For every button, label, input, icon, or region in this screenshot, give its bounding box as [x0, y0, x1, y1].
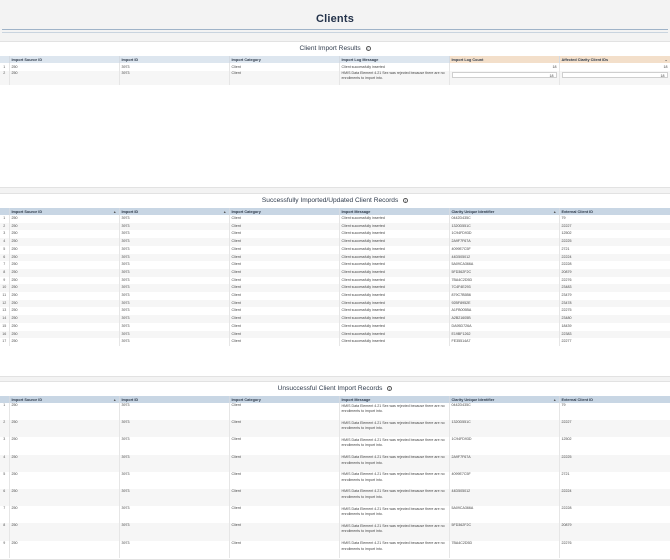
table-row[interactable]: [0, 506, 670, 523]
cell-import-category: Client: [229, 277, 339, 285]
cell-import-message: Client successfully inserted: [339, 246, 449, 254]
column-header-label: Clarity Unique Identifier: [451, 397, 495, 402]
cell-clarity-unique-identifier: 7BA4C2D5D: [449, 277, 559, 285]
cell-import-category: Client: [229, 541, 339, 558]
cell-clarity-unique-identifier: 1C94FD93D: [449, 437, 559, 454]
row-index: 5: [0, 246, 9, 254]
cell-import-source-id: 250: [9, 284, 119, 292]
cell-import-source-id: 250: [9, 315, 119, 323]
cell-import-message: HMIS Data Element 4.21 Sex was rejected because there are no enrollments to import into.: [339, 455, 449, 472]
cell-external-client-id: 79: [559, 215, 670, 223]
cell-import-id: 3973: [119, 223, 229, 231]
cell-clarity-unique-identifier: 5A09CA366A: [449, 506, 559, 523]
chevron-down-icon[interactable]: ⌄: [664, 57, 668, 62]
sort-caret-icon[interactable]: ▲: [553, 209, 557, 214]
cell-import-source-id: 250: [9, 269, 119, 277]
cell-external-client-id: 22225: [559, 455, 670, 472]
cell-import-id: 3973: [119, 246, 229, 254]
cell-clarity-unique-identifier: 7C4F4E293: [449, 284, 559, 292]
fail-records-panel: [0, 381, 670, 560]
cell-import-message: Client successfully inserted: [339, 315, 449, 323]
import-results-title-text: Client Import Results: [299, 45, 361, 52]
cell-clarity-unique-identifier: 4099E7C5F: [449, 472, 559, 489]
cell-external-client-id: 2721: [559, 246, 670, 254]
cell-external-client-id: 22227: [559, 223, 670, 231]
column-header-clarity-unique-identifier[interactable]: [449, 396, 559, 403]
cell-clarity-unique-identifier: A1FB005BA: [449, 307, 559, 315]
column-header-external-client-id[interactable]: External Client ID: [559, 208, 670, 215]
cell-external-client-id: 22276: [559, 541, 670, 558]
column-header-import-message[interactable]: Import Message: [339, 396, 449, 403]
cell-clarity-unique-identifier: A2B21605B: [449, 315, 559, 323]
cell-import-category: Client: [229, 71, 339, 85]
cell-import-log-message: Client successfully inserted: [339, 63, 449, 71]
table-row[interactable]: [0, 269, 670, 277]
sort-caret-icon[interactable]: ▲: [223, 209, 227, 214]
success-records-table: [0, 208, 670, 346]
cell-import-message: HMIS Data Element 4.21 Sex was rejected because there are no enrollments to import into.: [339, 437, 449, 454]
cell-import-source-id: 250: [9, 230, 119, 238]
cell-import-category: Client: [229, 437, 339, 454]
column-header-import-source-id[interactable]: Import Source ID: [9, 56, 119, 63]
cell-import-category: Client: [229, 254, 339, 262]
cell-import-category: Client: [229, 300, 339, 308]
cell-import-source-id: 250: [9, 437, 119, 454]
cell-import-source-id: 250: [9, 338, 119, 346]
cell-affected-clarity-client-ids: [559, 71, 670, 85]
column-header-import-id[interactable]: [119, 208, 229, 215]
cell-import-source-id: 250: [9, 215, 119, 223]
cell-clarity-unique-identifier: 0442D435C: [449, 215, 559, 223]
cell-import-source-id: 250: [9, 300, 119, 308]
cell-import-id: 3973: [119, 254, 229, 262]
cell-clarity-unique-identifier: 879C7B5B6: [449, 292, 559, 300]
cell-import-message: Client successfully inserted: [339, 215, 449, 223]
sort-caret-icon[interactable]: ▲: [553, 397, 557, 402]
import-results-panel: [0, 41, 670, 188]
import-results-table: [0, 56, 670, 85]
cell-import-message: Client successfully inserted: [339, 230, 449, 238]
cell-import-message: HMIS Data Element 4.21 Sex was rejected because there are no enrollments to import into.: [339, 403, 449, 420]
cell-external-client-id: 22228: [559, 261, 670, 269]
cell-import-category: Client: [229, 489, 339, 506]
table-row[interactable]: [0, 277, 670, 285]
cell-external-client-id: 22224: [559, 254, 670, 262]
table-row[interactable]: [0, 455, 670, 472]
cell-import-log-message: HMIS Data Element 4.21 Sex was rejected because there are no enrollments to import into.: [339, 71, 449, 85]
cell-external-client-id: 22224: [559, 489, 670, 506]
cell-import-id: 3973: [119, 215, 229, 223]
fail-records-table: [0, 396, 670, 558]
cell-external-client-id: 23479: [559, 292, 670, 300]
table-row[interactable]: [0, 338, 670, 346]
cell-import-message: HMIS Data Element 4.21 Sex was rejected because there are no enrollments to import into.: [339, 420, 449, 437]
row-index: 3: [0, 437, 9, 454]
cell-external-client-id: 23483: [559, 284, 670, 292]
cell-clarity-unique-identifier: E19BF1262: [449, 331, 559, 339]
row-index: 8: [0, 523, 9, 540]
cell-import-id: 3973: [119, 489, 229, 506]
table-row[interactable]: [0, 541, 670, 558]
cell-import-id: 3973: [119, 437, 229, 454]
cell-clarity-unique-identifier: 7BA4C2D5D: [449, 541, 559, 558]
cell-external-client-id: 79: [559, 403, 670, 420]
cell-import-id: 3973: [119, 300, 229, 308]
cell-external-client-id: 22277: [559, 338, 670, 346]
cell-clarity-unique-identifier: 2A9F7F67A: [449, 238, 559, 246]
cell-import-id: 3973: [119, 284, 229, 292]
cell-import-message: Client successfully inserted: [339, 331, 449, 339]
row-index: 2: [0, 71, 9, 85]
success-records-title-text: Successfully Imported/Updated Client Records: [261, 197, 399, 204]
cell-import-message: HMIS Data Element 4.21 Sex was rejected because there are no enrollments to import into.: [339, 541, 449, 558]
import-log-count-box: 18: [452, 72, 557, 78]
cell-clarity-unique-identifier: 92BF8952E: [449, 300, 559, 308]
cell-import-category: Client: [229, 63, 339, 71]
column-header-index: [0, 56, 9, 63]
cell-import-message: Client successfully inserted: [339, 269, 449, 277]
cell-import-id: 3973: [119, 331, 229, 339]
success-records-title: [0, 194, 670, 208]
table-header-row: [0, 208, 670, 215]
column-header-index: [0, 208, 9, 215]
cell-import-source-id: 250: [9, 71, 119, 85]
sort-caret-icon[interactable]: ▲: [113, 397, 117, 402]
cell-external-client-id: 12502: [559, 437, 670, 454]
cell-import-message: Client successfully inserted: [339, 323, 449, 331]
row-index: 3: [0, 230, 9, 238]
cell-import-source-id: 250: [9, 489, 119, 506]
column-header-label: Import Source ID: [11, 209, 43, 214]
column-header-index: [0, 396, 9, 403]
affected-ids-box: 18: [562, 72, 668, 78]
fail-records-body: [0, 403, 670, 558]
cell-import-id: 3973: [119, 541, 229, 558]
cell-clarity-unique-identifier: 2A9F7F67A: [449, 455, 559, 472]
row-index: 14: [0, 315, 9, 323]
cell-clarity-unique-identifier: 1320D551C: [449, 223, 559, 231]
cell-external-client-id: 2721: [559, 472, 670, 489]
cell-import-id: 3973: [119, 420, 229, 437]
cell-import-category: Client: [229, 506, 339, 523]
cell-import-id: 3973: [119, 523, 229, 540]
column-header-label: Clarity Unique Identifier: [451, 209, 495, 214]
row-index: 13: [0, 307, 9, 315]
column-header-import-category[interactable]: Import Category: [229, 396, 339, 403]
row-index: 10: [0, 284, 9, 292]
cell-clarity-unique-identifier: 44D505012: [449, 489, 559, 506]
cell-import-source-id: 250: [9, 472, 119, 489]
cell-import-message: Client successfully inserted: [339, 238, 449, 246]
cell-import-category: Client: [229, 338, 339, 346]
cell-import-category: Client: [229, 284, 339, 292]
table-row[interactable]: [0, 323, 670, 331]
column-header-label: Import Source ID: [11, 397, 43, 402]
cell-import-category: Client: [229, 215, 339, 223]
cell-import-category: Client: [229, 315, 339, 323]
cell-import-log-count: [449, 63, 559, 71]
cell-import-source-id: 250: [9, 420, 119, 437]
cell-clarity-unique-identifier: 1C94FD93D: [449, 230, 559, 238]
cell-import-id: 3973: [119, 261, 229, 269]
cell-import-source-id: 250: [9, 238, 119, 246]
info-icon[interactable]: i: [403, 198, 408, 203]
cell-external-client-id: 18439: [559, 323, 670, 331]
cell-import-source-id: 250: [9, 292, 119, 300]
column-header-import-category[interactable]: Import Category: [229, 208, 339, 215]
row-index: 11: [0, 292, 9, 300]
cell-import-id: 3973: [119, 338, 229, 346]
column-header-affected-clarity-client-ids[interactable]: [559, 56, 670, 63]
row-index: 4: [0, 455, 9, 472]
table-row[interactable]: [0, 246, 670, 254]
title-divider-secondary: [2, 32, 668, 33]
cell-clarity-unique-identifier: 5FD362F2C: [449, 269, 559, 277]
table-row[interactable]: [0, 489, 670, 506]
table-row[interactable]: [0, 71, 670, 85]
cell-import-id: 3973: [119, 269, 229, 277]
cell-import-source-id: 250: [9, 307, 119, 315]
cell-import-category: Client: [229, 472, 339, 489]
cell-import-category: Client: [229, 331, 339, 339]
row-index: 16: [0, 331, 9, 339]
cell-import-id: 3973: [119, 292, 229, 300]
cell-external-client-id: 22383: [559, 331, 670, 339]
row-index: 5: [0, 472, 9, 489]
cell-import-id: 3973: [119, 63, 229, 71]
cell-import-message: HMIS Data Element 4.21 Sex was rejected because there are no enrollments to import into.: [339, 523, 449, 540]
cell-import-source-id: 250: [9, 403, 119, 420]
table-row[interactable]: [0, 230, 670, 238]
row-index: 9: [0, 541, 9, 558]
page-title: Clients: [315, 13, 355, 25]
cell-external-client-id: 20879: [559, 523, 670, 540]
cell-import-message: Client successfully inserted: [339, 300, 449, 308]
cell-import-message: Client successfully inserted: [339, 261, 449, 269]
title-divider: [2, 29, 668, 30]
row-index: 15: [0, 323, 9, 331]
row-index: 7: [0, 506, 9, 523]
column-header-import-log-count[interactable]: Import Log Count: [449, 56, 559, 63]
info-icon[interactable]: i: [366, 46, 371, 51]
table-row[interactable]: [0, 238, 670, 246]
cell-import-id: 3973: [119, 315, 229, 323]
cell-import-message: HMIS Data Element 4.21 Sex was rejected because there are no enrollments to import into.: [339, 472, 449, 489]
cell-external-client-id: 23480: [559, 315, 670, 323]
cell-import-message: Client successfully inserted: [339, 254, 449, 262]
row-index: 17: [0, 338, 9, 346]
row-index: 1: [0, 215, 9, 223]
table-row[interactable]: [0, 523, 670, 540]
table-row[interactable]: [0, 300, 670, 308]
cell-external-client-id: 12502: [559, 230, 670, 238]
import-log-count-value: 18: [552, 65, 557, 69]
cell-external-client-id: 22228: [559, 506, 670, 523]
cell-import-category: Client: [229, 223, 339, 231]
cell-import-log-count: [449, 71, 559, 85]
table-row[interactable]: [0, 437, 670, 454]
cell-import-source-id: 250: [9, 246, 119, 254]
table-row[interactable]: [0, 315, 670, 323]
cell-import-id: 3973: [119, 403, 229, 420]
row-index: 9: [0, 277, 9, 285]
cell-import-source-id: 250: [9, 523, 119, 540]
column-header-external-client-id[interactable]: External Client ID: [559, 396, 670, 403]
cell-import-message: Client successfully inserted: [339, 277, 449, 285]
cell-external-client-id: 22276: [559, 277, 670, 285]
row-index: 7: [0, 261, 9, 269]
cell-import-id: 3973: [119, 71, 229, 85]
cell-import-category: Client: [229, 230, 339, 238]
column-header-import-log-message[interactable]: Import Log Message: [339, 56, 449, 63]
cell-import-category: Client: [229, 420, 339, 437]
cell-import-category: Client: [229, 292, 339, 300]
table-row[interactable]: [0, 472, 670, 489]
affected-ids-value: 18: [663, 65, 668, 69]
success-records-body: [0, 215, 670, 346]
cell-clarity-unique-identifier: FE35514A7: [449, 338, 559, 346]
cell-import-id: 3973: [119, 307, 229, 315]
table-header-row: [0, 396, 670, 403]
cell-import-source-id: 250: [9, 455, 119, 472]
cell-external-client-id: 20879: [559, 269, 670, 277]
table-row[interactable]: [0, 254, 670, 262]
table-row[interactable]: [0, 403, 670, 420]
column-header-clarity-unique-identifier[interactable]: [449, 208, 559, 215]
cell-import-category: Client: [229, 261, 339, 269]
cell-affected-clarity-client-ids: [559, 63, 670, 71]
cell-clarity-unique-identifier: 5FD362F2C: [449, 523, 559, 540]
row-index: 1: [0, 403, 9, 420]
cell-import-category: Client: [229, 238, 339, 246]
cell-import-source-id: 250: [9, 261, 119, 269]
row-index: 12: [0, 300, 9, 308]
table-header-row: [0, 56, 670, 63]
column-header-import-id[interactable]: Import ID: [119, 56, 229, 63]
table-row[interactable]: [0, 292, 670, 300]
cell-import-source-id: 250: [9, 506, 119, 523]
table-row[interactable]: [0, 63, 670, 71]
cell-clarity-unique-identifier: 4099E7C5F: [449, 246, 559, 254]
cell-import-id: 3973: [119, 230, 229, 238]
cell-import-id: 3973: [119, 472, 229, 489]
row-index: 6: [0, 489, 9, 506]
cell-import-message: Client successfully inserted: [339, 223, 449, 231]
cell-import-source-id: 250: [9, 223, 119, 231]
cell-import-id: 3973: [119, 455, 229, 472]
cell-import-message: HMIS Data Element 4.21 Sex was rejected because there are no enrollments to import into.: [339, 506, 449, 523]
cell-external-client-id: 23478: [559, 300, 670, 308]
cell-import-message: Client successfully inserted: [339, 338, 449, 346]
cell-import-category: Client: [229, 323, 339, 331]
table-row[interactable]: [0, 284, 670, 292]
success-records-panel: [0, 193, 670, 377]
cell-clarity-unique-identifier: DA95D726A: [449, 323, 559, 331]
row-index: 6: [0, 254, 9, 262]
cell-import-id: 3973: [119, 277, 229, 285]
cell-import-category: Client: [229, 246, 339, 254]
table-row[interactable]: [0, 307, 670, 315]
cell-clarity-unique-identifier: 1320D551C: [449, 420, 559, 437]
column-header-import-source-id[interactable]: [9, 208, 119, 215]
cell-clarity-unique-identifier: 44D505012: [449, 254, 559, 262]
fail-records-title-text: Unsuccessful Client Import Records: [277, 385, 383, 392]
cell-import-category: Client: [229, 403, 339, 420]
cell-import-message: Client successfully inserted: [339, 292, 449, 300]
cell-clarity-unique-identifier: 0442D435C: [449, 403, 559, 420]
column-header-import-message[interactable]: Import Message: [339, 208, 449, 215]
column-header-import-id[interactable]: Import ID: [119, 396, 229, 403]
cell-import-message: HMIS Data Element 4.21 Sex was rejected because there are no enrollments to import into.: [339, 489, 449, 506]
row-index: 2: [0, 223, 9, 231]
table-row[interactable]: [0, 223, 670, 231]
cell-import-source-id: 250: [9, 254, 119, 262]
cell-import-message: Client successfully inserted: [339, 307, 449, 315]
row-index: 1: [0, 63, 9, 71]
fail-records-title: [0, 382, 670, 396]
row-index: 4: [0, 238, 9, 246]
cell-import-id: 3973: [119, 506, 229, 523]
sort-caret-icon[interactable]: ▲: [113, 209, 117, 214]
cell-import-category: Client: [229, 269, 339, 277]
column-header-import-category[interactable]: Import Category: [229, 56, 339, 63]
cell-import-category: Client: [229, 523, 339, 540]
cell-external-client-id: 22227: [559, 420, 670, 437]
column-header-label: Import ID: [121, 209, 139, 214]
cell-external-client-id: 22225: [559, 238, 670, 246]
cell-clarity-unique-identifier: 5A09CA366A: [449, 261, 559, 269]
cell-import-category: Client: [229, 455, 339, 472]
table-row[interactable]: [0, 261, 670, 269]
import-results-title: [0, 42, 670, 56]
row-index: 8: [0, 269, 9, 277]
cell-import-source-id: 250: [9, 277, 119, 285]
cell-import-id: 3973: [119, 323, 229, 331]
cell-import-id: 3973: [119, 238, 229, 246]
column-header-affected-label: Affected Clarity Client IDs: [561, 57, 609, 62]
info-icon[interactable]: i: [387, 386, 392, 391]
cell-import-source-id: 250: [9, 331, 119, 339]
column-header-import-source-id[interactable]: [9, 396, 119, 403]
cell-import-message: Client successfully inserted: [339, 284, 449, 292]
table-row[interactable]: [0, 331, 670, 339]
cell-import-source-id: 250: [9, 63, 119, 71]
row-index: 2: [0, 420, 9, 437]
table-row[interactable]: [0, 420, 670, 437]
table-row[interactable]: [0, 215, 670, 223]
cell-external-client-id: 22275: [559, 307, 670, 315]
cell-import-category: Client: [229, 307, 339, 315]
cell-import-source-id: 250: [9, 323, 119, 331]
cell-import-source-id: 250: [9, 541, 119, 558]
